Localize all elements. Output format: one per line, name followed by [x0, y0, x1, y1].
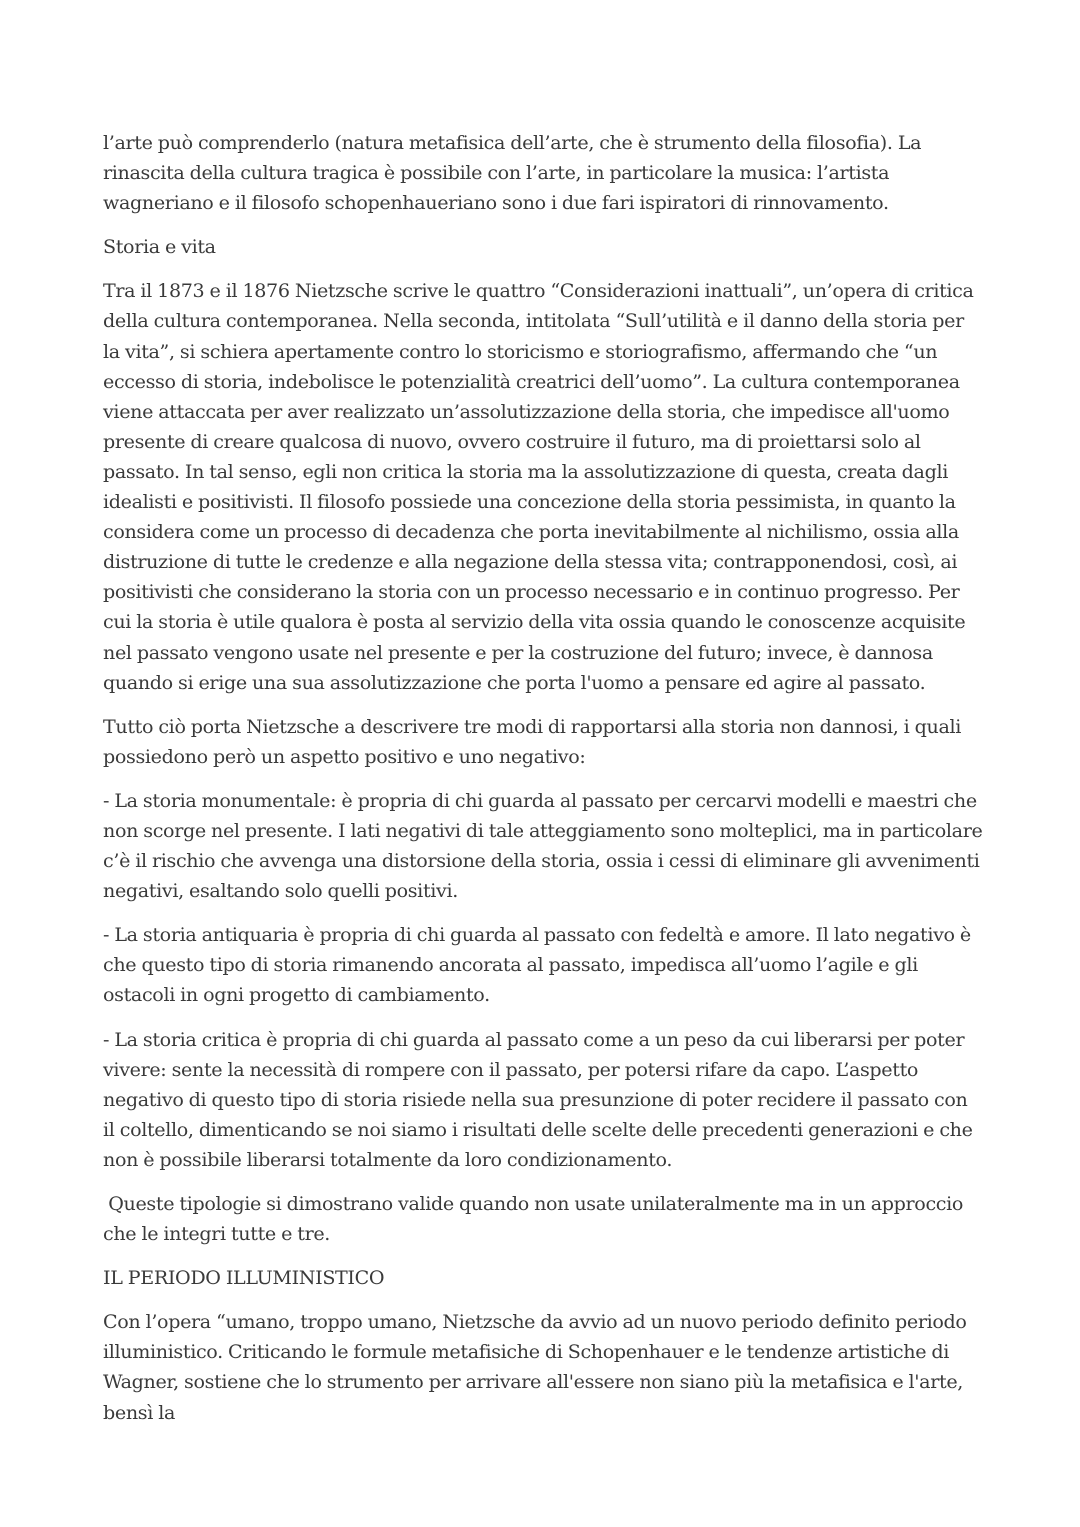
- paragraph-storia-critica: - La storia critica è propria di chi guarda al passato come a un peso da cui liberarsi per poter vivere: sente la necessità di rompere con il passato, per potersi rifare da capo. L’aspetto negativo di questo tipo di storia risiede nella sua presunzione di poter recidere il passato con il coltello, dimenticando se noi siamo i risultati delle scelte delle precedenti generazioni e che non è possibile liberarsi totalmente da loro condizionamento.: [103, 1027, 973, 1171]
- paragraph-storia-monumentale: - La storia monumentale: è propria di chi guarda al passato per cercarvi modelli e maestri che non scorge nel presente. I lati negativi di tale atteggiamento sono molteplici, ma in particolare c’è il rischio che avvenga una distorsione della storia, ossia i cessi di eliminare gli avvenimenti negativi, esaltando solo quelli positivi.: [103, 788, 983, 903]
- paragraph-considerazioni-inattuali: Tra il 1873 e il 1876 Nietzsche scrive le quattro “Considerazioni inattuali”, un’opera di critica della cultura contemporanea. Nella seconda, intitolata “Sull’utilità e il danno della storia per la vita”, si schiera apertamente contro lo storicismo e storiografismo, affermando che “un eccesso di storia, indebolisce le potenzialità creatrici dell’uomo”. La cultura contemporanea viene attaccata per aver realizzato un’assolutizzazione della storia, che impedisce all'uomo presente di creare qualcosa di nuovo, ovvero costruire il futuro, ma di proiettarsi solo al passato. In tal senso, egli non critica la storia ma la assolutizzazione di questa, creata dagli idealisti e positivisti. Il filosofo possiede una concezione della storia pessimista, in quanto la considera come un processo di decadenza che porta inevitabilmente al nichilismo, ossia alla distruzione di tutte le credenze e alla negazione della stessa vita; contrapponendosi, così, ai positivisti che considerano la storia con un processo necessario e in continuo progresso. Per cui la storia è utile qualora è posta al servizio della vita ossia quando le conoscenze acquisite nel passato vengono usate nel presente e per la costruzione del futuro; invece, è dannosa quando si erige una sua assolutizzazione che porta l'uomo a pensare ed agire al passato.: [103, 279, 974, 694]
- paragraph-tre-modi: Tutto ciò porta Nietzsche a descrivere tre modi di rapportarsi alla storia non dannosi, i quali possiedono però un aspetto positivo e uno negativo:: [103, 714, 962, 768]
- document-page: [103, 128, 983, 1442]
- paragraph-arte-rinascita: l’arte può comprenderlo (natura metafisica dell’arte, che è strumento della filosofia). La rinascita della cultura tragica è possibile con l’arte, in particolare la musica: l’artista wagneriano e il filosofo schopenhaueriano sono i due fari ispiratori di rinnovamento.: [103, 131, 922, 215]
- paragraph-tipologie: Queste tipologie si dimostrano valide quando non usate unilateralmente ma in un approccio che le integri tutte e tre.: [103, 1192, 969, 1246]
- section-heading-storia-e-vita: Storia e vita: [103, 235, 216, 259]
- section-heading-periodo-illuministico: IL PERIODO ILLUMINISTICO: [103, 1266, 385, 1290]
- paragraph-storia-antiquaria: - La storia antiquaria è propria di chi guarda al passato con fedeltà e amore. Il lato negativo è che questo tipo di storia rimanendo ancorata al passato, impedisca all’uomo l’agile e gli ostacoli in ogni progetto di cambiamento.: [103, 923, 971, 1007]
- paragraph-umano-troppo-umano: Con l’opera “umano, troppo umano, Nietzsche da avvio ad un nuovo periodo definito periodo illuministico. Criticando le formule metafisiche di Schopenhauer e le tendenze artistiche di Wagner, sostiene che lo strumento per arrivare all'essere non siano più la metafisica e l'arte, bensì la: [103, 1310, 967, 1424]
